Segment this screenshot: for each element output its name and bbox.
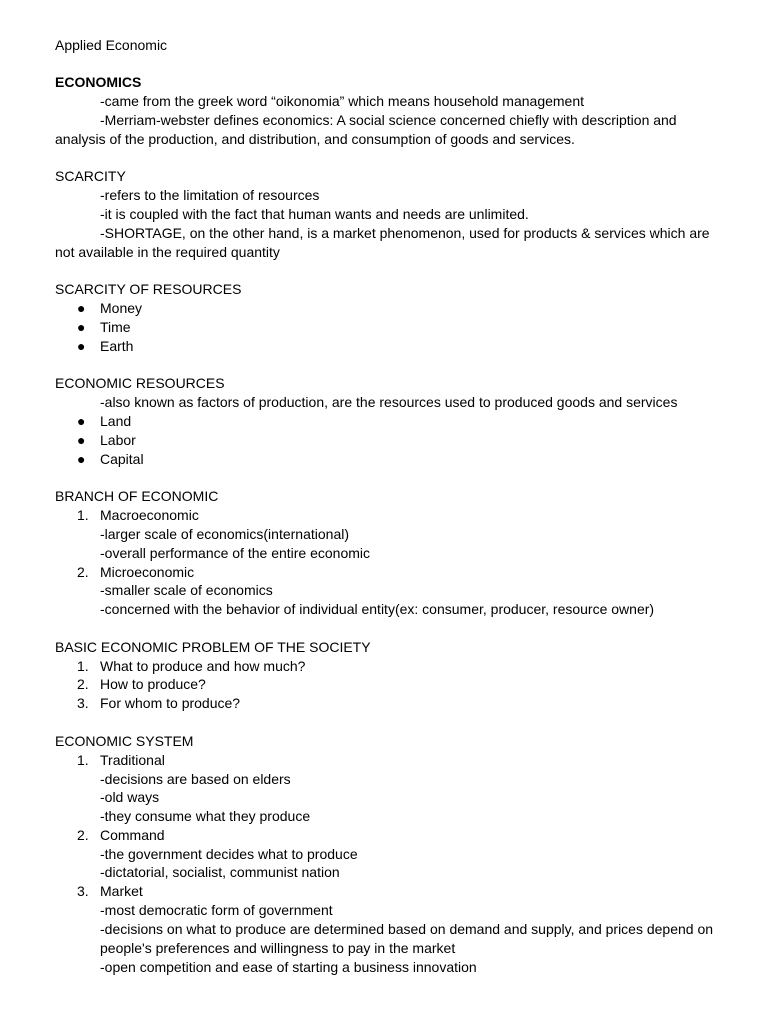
list-item-detail: people's preferences and willingness to pay in the market [100,940,456,956]
bullet-icon: ● [77,319,86,335]
branch-heading: BRANCH OF ECONOMIC [55,488,219,504]
list-item-detail: -larger scale of economics(international) [100,526,349,542]
list-item: Market [100,883,143,899]
list-item-detail: -concerned with the behavior of individual entity(ex: consumer, producer, resource owner) [100,601,655,617]
bullet-icon: ● [77,413,86,429]
list-item: Money [100,300,143,316]
system-heading: ECONOMIC SYSTEM [55,733,194,749]
basic-problem-heading: BASIC ECONOMIC PROBLEM OF THE SOCIETY [55,639,371,655]
list-item-detail: -open competition and ease of starting a business innovation [100,959,477,975]
list-item-detail: -dictatorial, socialist, communist nation [100,864,340,880]
economics-heading: ECONOMICS [55,74,142,90]
economics-line: -Merriam-webster defines economics: A social science concerned chiefly with description and [100,112,677,128]
list-number: 3. [77,883,89,899]
list-item-detail: -decisions are based on elders [100,771,291,787]
list-item-detail: -smaller scale of economics [100,582,273,598]
list-item: What to produce and how much? [100,658,306,674]
bullet-icon: ● [77,338,86,354]
list-number: 2. [77,564,89,580]
list-item-detail: -overall performance of the entire economic [100,545,371,561]
list-item: Microeconomic [100,564,195,580]
list-number: 1. [77,658,89,674]
list-item: How to produce? [100,676,206,692]
list-number: 3. [77,695,89,711]
list-item-detail: -most democratic form of government [100,902,333,918]
bullet-icon: ● [77,432,86,448]
list-item: Labor [100,432,136,448]
economics-line: -came from the greek word “oikonomia” which means household management [100,93,585,109]
list-item-detail: -the government decides what to produce [100,846,358,862]
list-number: 1. [77,507,89,523]
list-number: 1. [77,752,89,768]
list-number: 2. [77,827,89,843]
list-item: For whom to produce? [100,695,241,711]
list-item: Capital [100,451,144,467]
bullet-icon: ● [77,300,86,316]
bullet-icon: ● [77,451,86,467]
list-item: Traditional [100,752,165,768]
economic-resources-heading: ECONOMIC RESOURCES [55,375,225,391]
list-item: Macroeconomic [100,507,199,523]
list-item: Land [100,413,132,429]
list-number: 2. [77,676,89,692]
list-item-detail: -decisions on what to produce are determined based on demand and supply, and prices depend on [100,921,714,937]
scarcity-line: -refers to the limitation of resources [100,187,320,203]
list-item-detail: -old ways [100,789,160,805]
list-item-detail: -they consume what they produce [100,808,311,824]
list-item: Earth [100,338,134,354]
scarcity-heading: SCARCITY [55,168,126,184]
scarcity-line: -SHORTAGE, on the other hand, is a market phenomenon, used for products & services which are [100,225,710,241]
list-item: Command [100,827,165,843]
document-title: Applied Economic [55,37,168,53]
economics-line: analysis of the production, and distribution, and consumption of goods and services. [55,131,575,147]
scarcity-resources-heading: SCARCITY OF RESOURCES [55,281,242,297]
economic-resources-line: -also known as factors of production, are the resources used to produced goods and services [100,394,678,410]
list-item: Time [100,319,131,335]
scarcity-line: not available in the required quantity [55,244,280,260]
scarcity-line: -it is coupled with the fact that human wants and needs are unlimited. [100,206,529,222]
